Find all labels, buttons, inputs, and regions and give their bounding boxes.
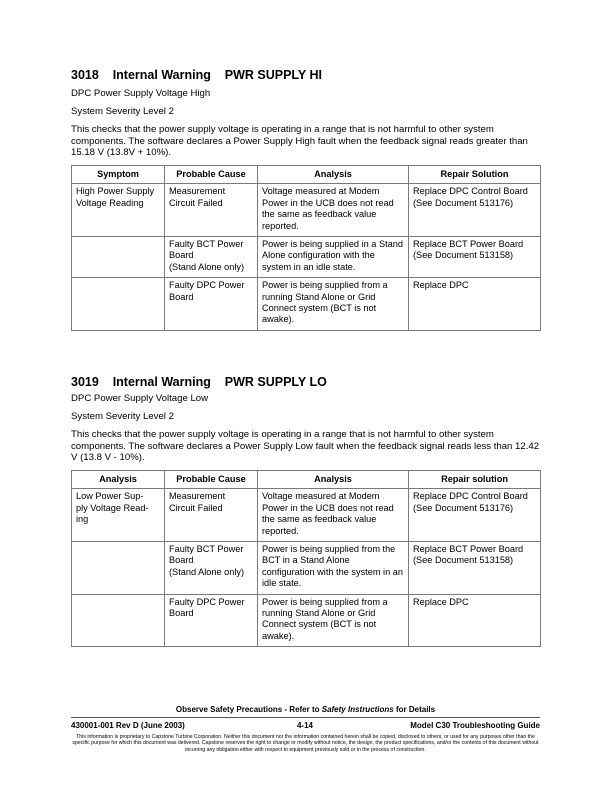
section2-subtitle: DPC Power Supply Voltage Low: [71, 393, 209, 404]
repair-cell: Replace DPC: [409, 278, 541, 331]
cause-cell: Faulty DPC Power Board: [165, 278, 258, 331]
header-cell: Analysis: [258, 166, 409, 184]
header-cell: Probable Cause: [165, 471, 258, 489]
header-cell: Repair solution: [409, 471, 541, 489]
section2-description: This checks that the power supply voltage is operating in a range that is not harmful to other system components. The software declares a Power Supply Low fault when the feedback signal reads less than 12.42 V (13.8 V - 10%).: [71, 429, 540, 464]
symptom-cell-empty: [72, 542, 165, 595]
safety-notice: [71, 705, 540, 714]
table-row: [72, 184, 541, 237]
symptom-cell: High Power Supply Voltage Reading: [72, 184, 165, 237]
cause-cell: Measurement Circuit Failed: [165, 184, 258, 237]
cause-cell: Faulty BCT Power Board (Stand Alone only): [165, 542, 258, 595]
footer-rule: [71, 717, 540, 718]
legal-notice: This information is proprietary to Capstone Turbine Corporation. Neither this document nor the information contained herein shall be copied, disclosed to others, or used for any purposes other than the specific purpose for which this document was delivered. Capstone reserves the right to change or modify without notice, the design, the product specifications, and/or the contents of this document without incurring any obligation either with respect to equipment previously sold or in the process of construction.: [72, 734, 539, 753]
header-cell: Analysis: [72, 471, 165, 489]
section2-heading: 3019 Internal Warning PWR SUPPLY LO: [71, 375, 327, 389]
table-row: [72, 278, 541, 331]
header-cell: Repair Solution: [409, 166, 541, 184]
section1-subtitle: DPC Power Supply Voltage High: [71, 88, 211, 99]
repair-cell: Replace BCT Power Board (See Document 513158): [409, 237, 541, 278]
header-cell: Probable Cause: [165, 166, 258, 184]
repair-cell: Replace DPC Control Board (See Document 513176): [409, 184, 541, 237]
symptom-cell-empty: [72, 278, 165, 331]
table-header-row: [72, 471, 541, 489]
section1-description: This checks that the power supply voltage is operating in a range that is not harmful to other system components. The software declares a Power Supply High fault when the feedback signal reads greater than 15.18 V (13.8V + 10%).: [71, 124, 528, 159]
guide-title: Model C30 Troubleshooting Guide: [410, 721, 540, 730]
analysis-cell: Voltage measured at Modem Power in the UCB does not read the same as feedback value reported.: [258, 489, 409, 542]
section2-table: [71, 470, 541, 647]
header-cell: Analysis: [258, 471, 409, 489]
section2-severity: System Severity Level 2: [71, 411, 174, 422]
page-number: 4-14: [296, 721, 313, 730]
safety-emphasis: Safety Instructions: [321, 705, 394, 714]
analysis-cell: Power is being supplied from the BCT in a Stand Alone configuration with the system in an idle state.: [258, 542, 409, 595]
section1-table: [71, 165, 541, 331]
repair-cell: Replace DPC Control Board (See Document 513176): [409, 489, 541, 542]
table-header-row: [72, 166, 541, 184]
section1-severity: System Severity Level 2: [71, 106, 174, 117]
safety-prefix: Observe Safety Precautions - Refer to: [175, 705, 322, 714]
analysis-cell: Power is being supplied from a running Stand Alone or Grid Connect system (BCT is not awake).: [258, 278, 409, 331]
repair-cell: Replace DPC: [409, 594, 541, 647]
symptom-cell-empty: [72, 237, 165, 278]
section1-heading: 3018 Internal Warning PWR SUPPLY HI: [71, 68, 322, 82]
symptom-cell: Low Power Sup- ply Voltage Read- ing: [72, 489, 165, 542]
cause-cell: Faulty DPC Power Board: [165, 594, 258, 647]
symptom-cell-empty: [72, 594, 165, 647]
analysis-cell: Voltage measured at Modem Power in the UCB does not read the same as feedback value reported.: [258, 184, 409, 237]
cause-cell: Faulty BCT Power Board (Stand Alone only): [165, 237, 258, 278]
cause-cell: Measurement Circuit Failed: [165, 489, 258, 542]
repair-cell: Replace BCT Power Board (See Document 513158): [409, 542, 541, 595]
safety-suffix: for Details: [393, 705, 436, 714]
table-row: [72, 489, 541, 542]
table-row: [72, 237, 541, 278]
table-row: [72, 594, 541, 647]
header-cell: Symptom: [72, 166, 165, 184]
analysis-cell: Power is being supplied from a running Stand Alone or Grid Connect system (BCT is not awake).: [258, 594, 409, 647]
table-row: [72, 542, 541, 595]
doc-number: 430001-001 Rev D (June 2003): [71, 721, 185, 730]
analysis-cell: Power is being supplied in a Stand Alone configuration with the system in an idle state.: [258, 237, 409, 278]
